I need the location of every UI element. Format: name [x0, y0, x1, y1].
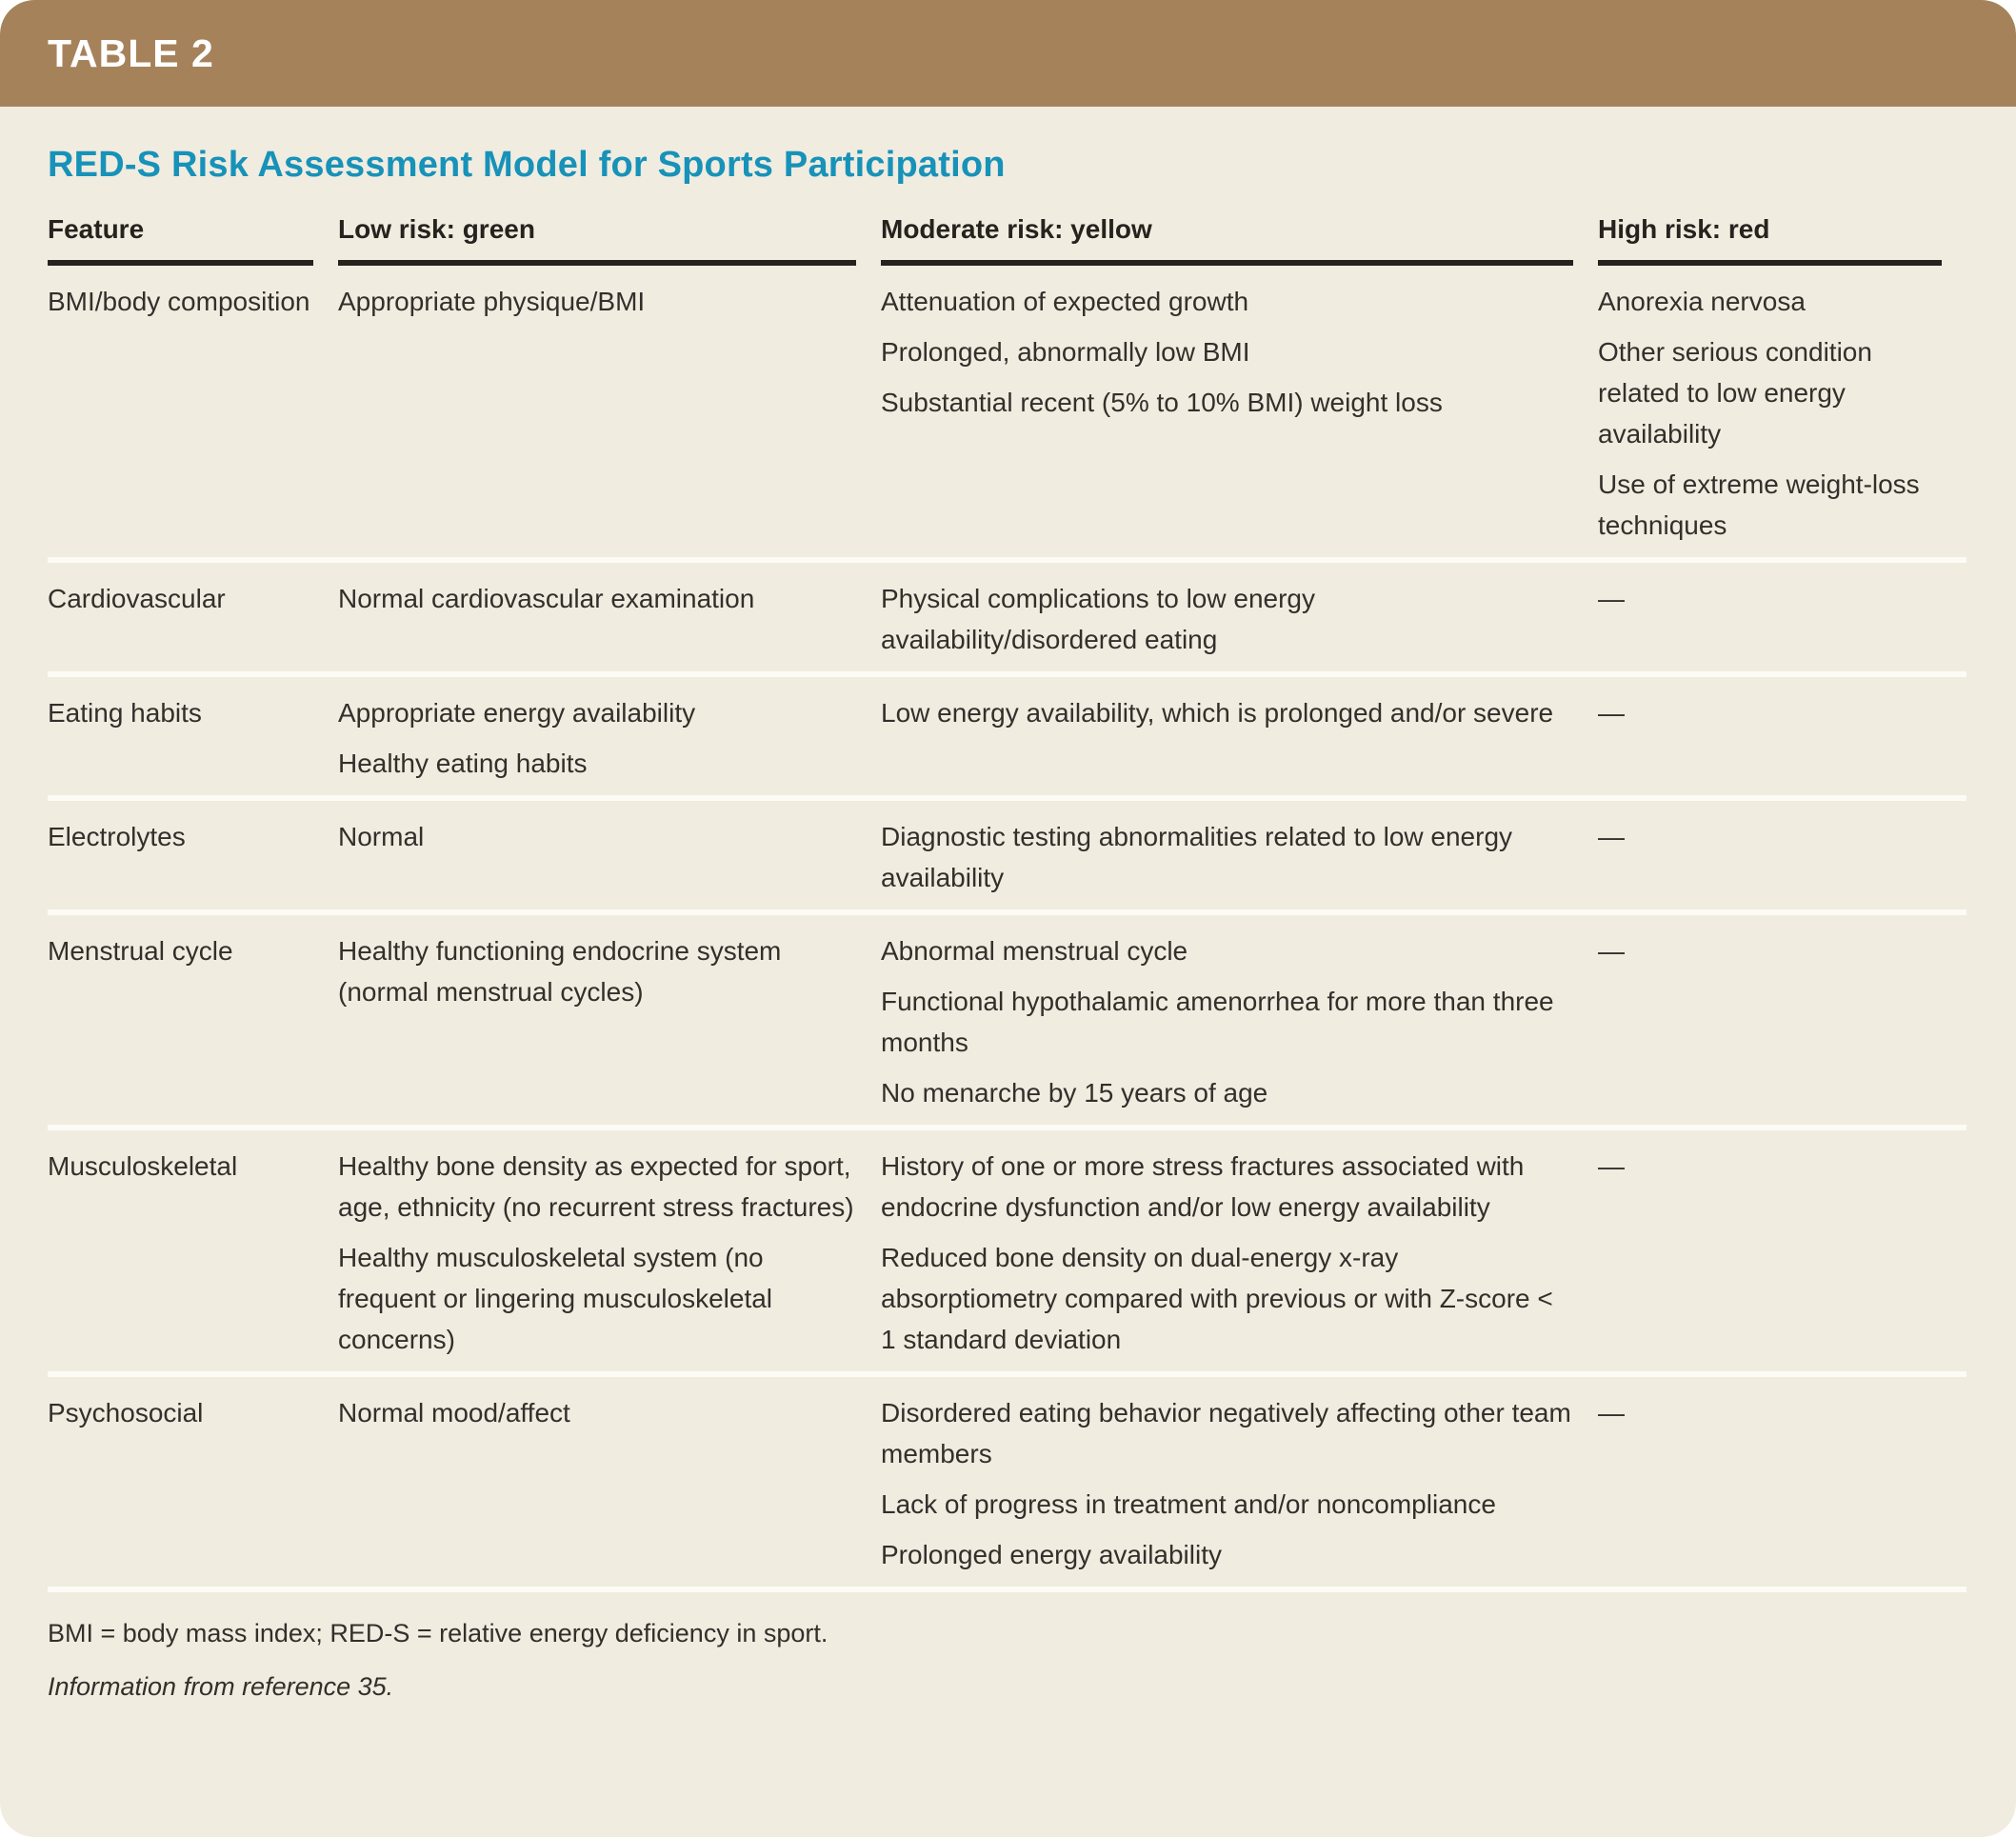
column-header-feature — [48, 214, 338, 266]
table-number-band — [0, 0, 2016, 107]
table-row — [48, 912, 1966, 1128]
column-header-low-risk — [338, 214, 881, 266]
feature-cell — [48, 912, 338, 1128]
low-risk-cell — [338, 1374, 881, 1587]
cell-paragraph: Attenuation of expected growth — [881, 287, 1249, 316]
column-header-label: Moderate risk: yellow — [881, 214, 1573, 266]
cell-paragraph: Functional hypothalamic amenorrhea for more than three months — [881, 987, 1554, 1057]
high-risk-cell — [1598, 266, 1966, 560]
moderate-risk-cell — [881, 1374, 1598, 1587]
cell-paragraph: — — [1598, 584, 1625, 613]
table-row — [48, 674, 1966, 798]
moderate-risk-cell — [881, 674, 1598, 798]
table-row — [48, 1128, 1966, 1374]
low-risk-cell — [338, 1128, 881, 1374]
feature-cell — [48, 560, 338, 674]
moderate-risk-cell — [881, 798, 1598, 912]
table-row — [48, 560, 1966, 674]
table-row — [48, 266, 1966, 560]
high-risk-cell — [1598, 1128, 1966, 1374]
feature-cell — [48, 674, 338, 798]
cell-paragraph: Eating habits — [48, 698, 202, 728]
cell-paragraph: Diagnostic testing abnormalities related to low energy availability — [881, 822, 1513, 892]
high-risk-cell — [1598, 560, 1966, 674]
low-risk-cell — [338, 798, 881, 912]
cell-paragraph: Appropriate physique/BMI — [338, 287, 646, 316]
high-risk-cell — [1598, 1374, 1966, 1587]
cell-paragraph: Cardiovascular — [48, 584, 226, 613]
column-header-label: Low risk: green — [338, 214, 856, 266]
cell-paragraph: — — [1598, 1151, 1625, 1181]
cell-paragraph: — — [1598, 936, 1625, 966]
header-row — [48, 214, 1966, 266]
feature-cell — [48, 798, 338, 912]
cell-paragraph: Use of extreme weight-loss techniques — [1598, 469, 1920, 540]
cell-paragraph: Healthy functioning endocrine system (normal menstrual cycles) — [338, 936, 782, 1007]
cell-paragraph: Anorexia nervosa — [1598, 287, 1806, 316]
cell-paragraph: Musculoskeletal — [48, 1151, 238, 1181]
table-body — [48, 266, 1966, 1587]
cell-paragraph: Healthy musculoskeletal system (no frequent or lingering musculoskeletal concerns) — [338, 1243, 773, 1354]
table-number-label: TABLE 2 — [48, 30, 214, 75]
cell-paragraph: Appropriate energy availability — [338, 698, 696, 728]
moderate-risk-cell — [881, 912, 1598, 1128]
cell-paragraph: History of one or more stress fractures associated with endocrine dysfunction and/or low energy availability — [881, 1151, 1525, 1222]
cell-paragraph: Low energy availability, which is prolonged and/or severe — [881, 698, 1554, 728]
moderate-risk-cell — [881, 1128, 1598, 1374]
feature-cell — [48, 266, 338, 560]
source-note: Information from reference 35. — [48, 1672, 394, 1701]
cell-paragraph: Physical complications to low energy availability/disordered eating — [881, 584, 1315, 654]
cell-paragraph: — — [1598, 698, 1625, 728]
table-title: RED-S Risk Assessment Model for Sports Participation — [48, 145, 1006, 185]
cell-paragraph: — — [1598, 1398, 1625, 1428]
table-row — [48, 798, 1966, 912]
cell-paragraph: Prolonged, abnormally low BMI — [881, 337, 1250, 367]
low-risk-cell — [338, 560, 881, 674]
cell-paragraph: BMI/body composition — [48, 287, 310, 316]
high-risk-cell — [1598, 674, 1966, 798]
low-risk-cell — [338, 674, 881, 798]
cell-paragraph: Prolonged energy availability — [881, 1540, 1222, 1569]
moderate-risk-cell — [881, 266, 1598, 560]
cell-paragraph: Menstrual cycle — [48, 936, 233, 966]
column-header-high-risk — [1598, 214, 1966, 266]
cell-paragraph: — — [1598, 822, 1625, 851]
column-header-label: High risk: red — [1598, 214, 1942, 266]
cell-paragraph: Lack of progress in treatment and/or noncompliance — [881, 1489, 1496, 1519]
cell-paragraph: Normal mood/affect — [338, 1398, 570, 1428]
cell-paragraph: Psychosocial — [48, 1398, 204, 1428]
cell-paragraph: Substantial recent (5% to 10% BMI) weight loss — [881, 388, 1443, 417]
high-risk-cell — [1598, 798, 1966, 912]
column-header-moderate-risk — [881, 214, 1598, 266]
feature-cell — [48, 1374, 338, 1587]
cell-paragraph: Reduced bone density on dual-energy x-ray absorptiometry compared with previous or with Z-score < 1 standard deviation — [881, 1243, 1553, 1354]
feature-cell — [48, 1128, 338, 1374]
abbreviations-note: BMI = body mass index; RED-S = relative energy deficiency in sport. — [48, 1619, 828, 1647]
cell-paragraph: Healthy eating habits — [338, 749, 588, 778]
risk-assessment-table — [48, 214, 1966, 1587]
cell-paragraph: Abnormal menstrual cycle — [881, 936, 1188, 966]
cell-paragraph: No menarche by 15 years of age — [881, 1078, 1268, 1108]
low-risk-cell — [338, 266, 881, 560]
table-row — [48, 1374, 1966, 1587]
cell-paragraph: Electrolytes — [48, 822, 186, 851]
moderate-risk-cell — [881, 560, 1598, 674]
cell-paragraph: Healthy bone density as expected for sport, age, ethnicity (no recurrent stress fractures) — [338, 1151, 854, 1222]
footnotes — [48, 1587, 1966, 1703]
cell-paragraph: Normal — [338, 822, 425, 851]
cell-paragraph: Disordered eating behavior negatively affecting other team members — [881, 1398, 1571, 1468]
low-risk-cell — [338, 912, 881, 1128]
cell-paragraph: Normal cardiovascular examination — [338, 584, 755, 613]
high-risk-cell — [1598, 912, 1966, 1128]
cell-paragraph: Other serious condition related to low energy availability — [1598, 337, 1872, 449]
column-header-label: Feature — [48, 214, 313, 266]
